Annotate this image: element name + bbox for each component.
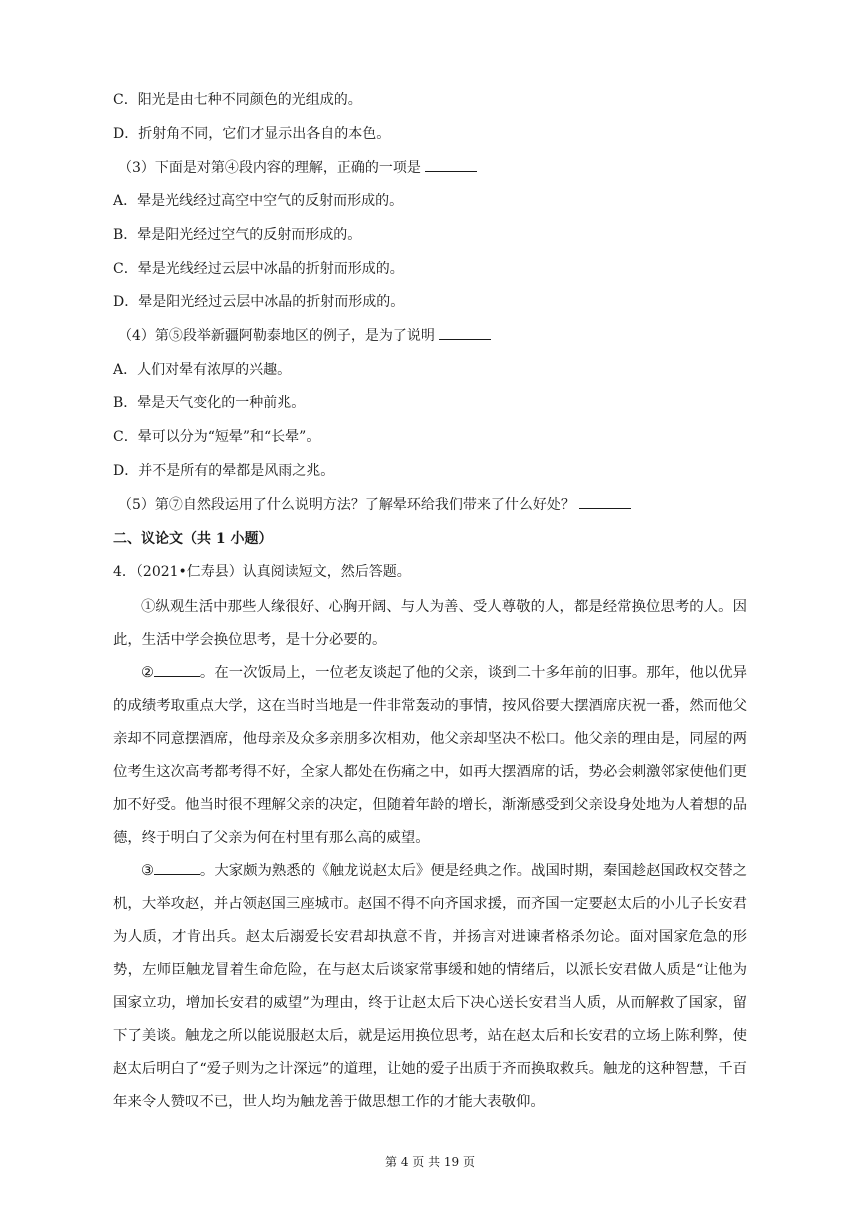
question-5-stem (118, 495, 631, 515)
paragraph-3-number: ③ (141, 863, 154, 879)
question-4-intro: 4．（2021•仁寿县）认真阅读短文，然后答题。 (113, 564, 411, 580)
q4-option-c: C．晕可以分为“短晕”和“长晕”。 (113, 429, 321, 445)
question-3-stem (118, 158, 477, 178)
section-heading: 二、议论文（共 1 小题） (113, 531, 273, 547)
answer-blank (439, 326, 491, 340)
q4-option-d: D．并不是所有的晕都是风雨之兆。 (113, 463, 335, 479)
question-4-stem (118, 326, 491, 346)
fill-blank (154, 663, 200, 677)
option-d-prev: D．折射角不同，它们才显示出各自的本色。 (113, 126, 391, 142)
paragraph-2 (113, 657, 747, 855)
question-4-text: （4）第⑤段举新疆阿勒泰地区的例子，是为了说明 (118, 328, 435, 344)
answer-blank (425, 158, 477, 172)
q3-option-b: B．晕是阳光经过空气的反射而形成的。 (113, 227, 362, 243)
q3-option-c: C．晕是光线经过云层中冰晶的折射而形成的。 (113, 261, 404, 277)
question-3-text: （3）下面是对第④段内容的理解，正确的一项是 (118, 160, 421, 176)
answer-blank (579, 495, 631, 509)
q4-option-b: B．晕是天气变化的一种前兆。 (113, 395, 306, 411)
fill-blank (154, 861, 200, 875)
question-5-text: （5）第⑦自然段运用了什么说明方法？了解晕环给我们带来了什么好处？ (118, 497, 575, 513)
page-footer: 第 4 页 共 19 页 (385, 1155, 475, 1169)
paragraph-3-text: 。大家颇为熟悉的《触龙说赵太后》便是经典之作。战国时期，秦国趁赵国政权交替之机，大举攻赵，并占领赵国三座城市。赵国不得不向齐国求援，而齐国一定要赵太后的小儿子长安君为人质，才肯出兵。赵太后溺爱长安君却执意不肯，并扬言对进谏者格杀勿论。面对国家危急的形势，左师臣触龙冒着生命危险，在与赵太后谈家常事缓和她的情绪后，以派长安君做人质是“让他为国家立功，增加长安君的威望”为理由，终于让赵太后下决心送长安君当人质，从而解救了国家，留下了美谈。触龙之所以能说服赵太后，就是运用换位思考，站在赵太后和长安君的立场上陈利弊，使赵太后明白了“爱子则为之计深远”的道理，让她的爱子出质于齐而换取救兵。触龙的这种智慧，千百年来令人赞叹不已，世人均为触龙善于做思想工作的才能大表敬仰。 (113, 863, 747, 1110)
q3-option-d: D．晕是阳光经过云层中冰晶的折射而形成的。 (113, 294, 405, 310)
option-c-prev: C．阳光是由七种不同颜色的光组成的。 (113, 92, 362, 108)
q3-option-a: A．晕是光线经过高空中空气的反射而形成的。 (113, 193, 404, 209)
paragraph-2-number: ② (141, 665, 154, 681)
paragraph-2-text: 。在一次饭局上，一位老友谈起了他的父亲，谈到二十多年前的旧事。那年，他以优异的成绩考取重点大学，这在当时当地是一件非常轰动的事情，按风俗要大摆酒席庆祝一番，然而他父亲却不同意摆酒席，他母亲及众多亲朋多次相劝，他父亲却坚决不松口。他父亲的理由是，同屋的两位考生这次高考都考得不好，全家人都处在伤痛之中，如再大摆酒席的话，势必会刺激邻家使他们更加不好受。他当时很不理解父亲的决定，但随着年龄的增长，渐渐感受到父亲设身处地为人着想的品德，终于明白了父亲为何在村里有那么高的威望。 (113, 665, 747, 846)
q4-option-a: A．人们对晕有浓厚的兴趣。 (113, 362, 292, 378)
paragraph-3 (113, 855, 747, 1119)
paragraph-1: ①纵观生活中那些人缘很好、心胸开阔、与人为善、受人尊敬的人，都是经常换位思考的人。因此，生活中学会换位思考，是十分必要的。 (113, 599, 747, 648)
